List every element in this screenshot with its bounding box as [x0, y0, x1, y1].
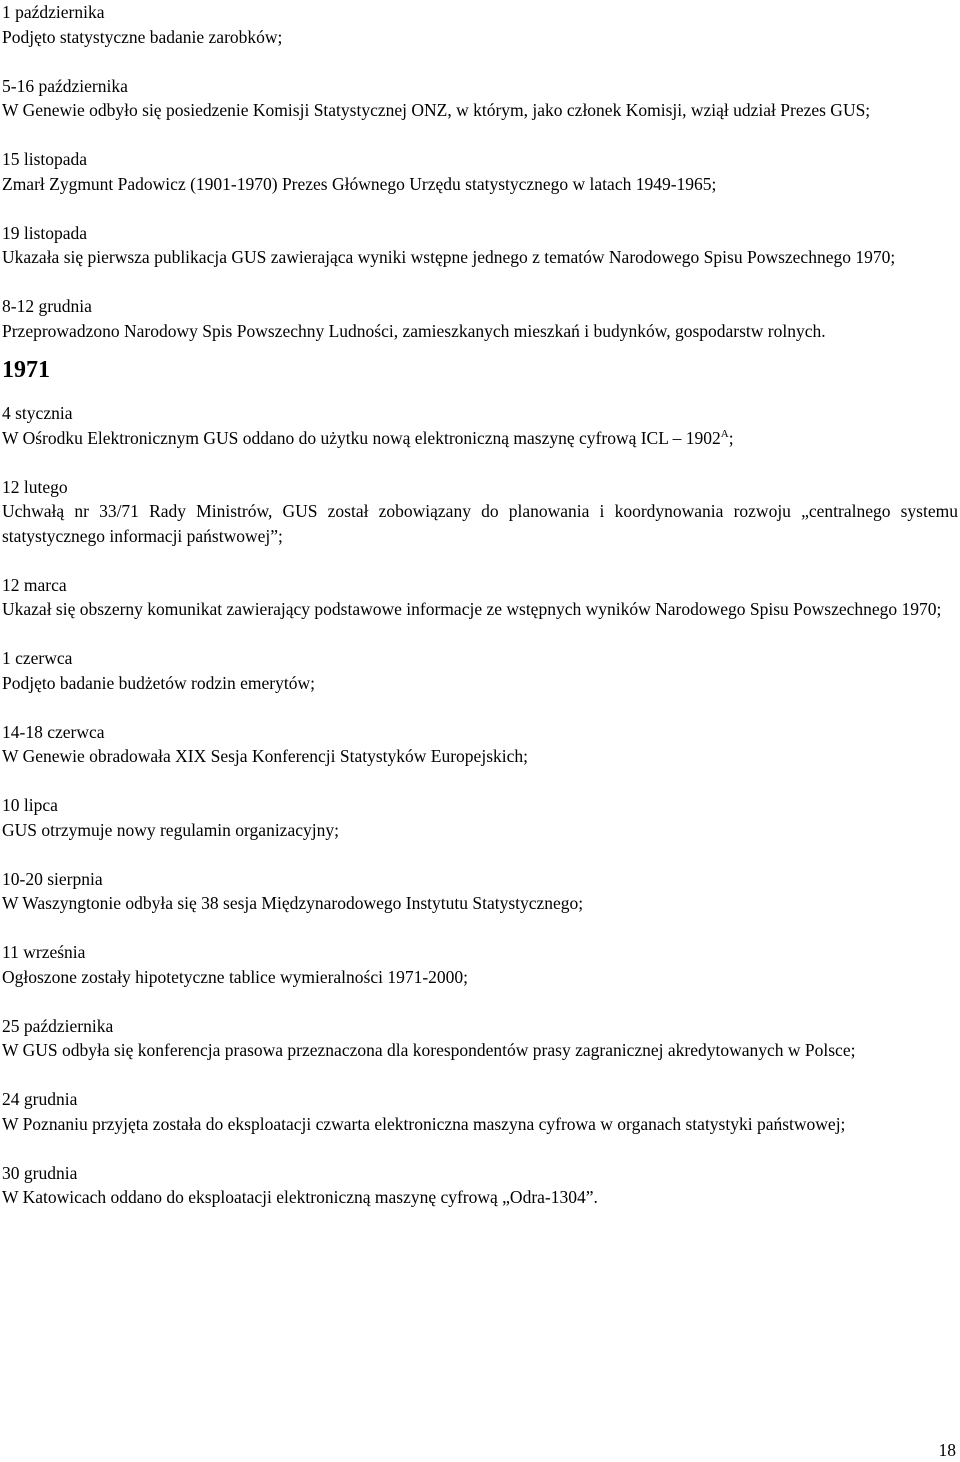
- chronology-entry: [2, 147, 958, 196]
- chronology-entry: [2, 573, 958, 622]
- chronology-section-1971: [2, 355, 958, 1210]
- entry-superscript: A: [720, 427, 729, 440]
- entry-date: 1 czerwca: [2, 648, 73, 668]
- entry-date: 19 listopada: [2, 222, 88, 243]
- chronology-entry: [2, 74, 958, 123]
- entry-text-suffix: ;: [728, 427, 734, 448]
- page-number: 18: [938, 1440, 956, 1460]
- chronology-entry: [2, 221, 958, 270]
- entry-text: Ukazał się obszerny komunikat zawierający podstawowe informacje ze wstępnych wyników Narodowego Spisu Powszechnego 1970;: [2, 599, 942, 619]
- entry-text: Podjęto statystyczne badanie zarobków;: [2, 26, 283, 47]
- entry-date: 4 stycznia: [2, 403, 73, 423]
- entry-text: W Poznaniu przyjęta została do eksploatacji czwarta elektroniczna maszyna cyfrowa w organach statystyki państwowej;: [2, 1113, 846, 1134]
- entry-text: W Waszyngtonie odbyła się 38 sesja Międzynarodowego Instytutu Statystycznego;: [2, 893, 584, 913]
- chronology-entry: [2, 646, 958, 695]
- entry-text: Uchwałą nr 33/71 Rady Ministrów, GUS został zobowiązany do planowania i koordynowania rozwoju „centralnego systemu statystycznego informacji państwowej”;: [2, 501, 958, 546]
- chronology-section-1970: [2, 0, 958, 343]
- entry-date: 12 lutego: [2, 476, 68, 497]
- chronology-entry: [2, 401, 958, 450]
- entry-date: 10 lipca: [2, 795, 58, 815]
- entry-date: 11 września: [2, 942, 86, 962]
- chronology-entry: [2, 1161, 958, 1210]
- entry-text: Ogłoszone zostały hipotetyczne tablice wymieralności 1971-2000;: [2, 966, 469, 987]
- entry-text: Ukazała się pierwsza publikacja GUS zawierająca wyniki wstępne jednego z tematów Narodowego Spisu Powszechnego 1970;: [2, 247, 896, 267]
- chronology-entry: [2, 0, 958, 49]
- chronology-entry: [2, 1087, 958, 1136]
- chronology-entry: [2, 720, 958, 769]
- document-page: [2, 0, 958, 1210]
- entry-text: W Genewie odbyło się posiedzenie Komisji Statystycznej ONZ, w którym, jako członek Komisji, wziął udział Prezes GUS;: [2, 100, 871, 120]
- entry-text: [2, 426, 958, 451]
- entry-text: GUS otrzymuje nowy regulamin organizacyjny;: [2, 819, 339, 840]
- chronology-entry: [2, 940, 958, 989]
- entry-date: 12 marca: [2, 574, 67, 595]
- chronology-entry: [2, 793, 958, 842]
- chronology-entry: [2, 1014, 958, 1063]
- entry-text-main: W Ośrodku Elektronicznym GUS oddano do użytku nową elektroniczną maszynę cyfrową ICL – 1902: [2, 427, 721, 448]
- entry-text: W Genewie obradowała XIX Sesja Konferencji Statystyków Europejskich;: [2, 746, 528, 766]
- entry-date: 1 października: [2, 2, 105, 22]
- entry-text: Zmarł Zygmunt Padowicz (1901-1970) Prezes Głównego Urzędu statystycznego w latach 1949-1965;: [2, 173, 717, 194]
- year-heading: 1971: [2, 357, 50, 383]
- entry-date: 24 grudnia: [2, 1089, 78, 1109]
- chronology-entry: [2, 294, 958, 343]
- entry-text: W GUS odbyła się konferencja prasowa przeznaczona dla korespondentów prasy zagranicznej akredytowanych w Polsce;: [2, 1040, 856, 1060]
- entry-date: 14-18 czerwca: [2, 721, 105, 742]
- entry-date: 8-12 grudnia: [2, 296, 92, 316]
- chronology-entry: [2, 867, 958, 916]
- entry-date: 25 października: [2, 1015, 114, 1036]
- entry-date: 30 grudnia: [2, 1162, 78, 1183]
- entry-date: 15 listopada: [2, 149, 88, 169]
- entry-text: W Katowicach oddano do eksploatacji elektroniczną maszynę cyfrową „Odra-1304”.: [2, 1187, 598, 1207]
- entry-text: Przeprowadzono Narodowy Spis Powszechny Ludności, zamieszkanych mieszkań i budynków, gospodarstw rolnych.: [2, 320, 826, 341]
- entry-date: 5-16 października: [2, 75, 128, 96]
- chronology-entry: [2, 475, 958, 549]
- entry-date: 10-20 sierpnia: [2, 868, 103, 889]
- entry-text: Podjęto badanie budżetów rodzin emerytów;: [2, 672, 315, 693]
